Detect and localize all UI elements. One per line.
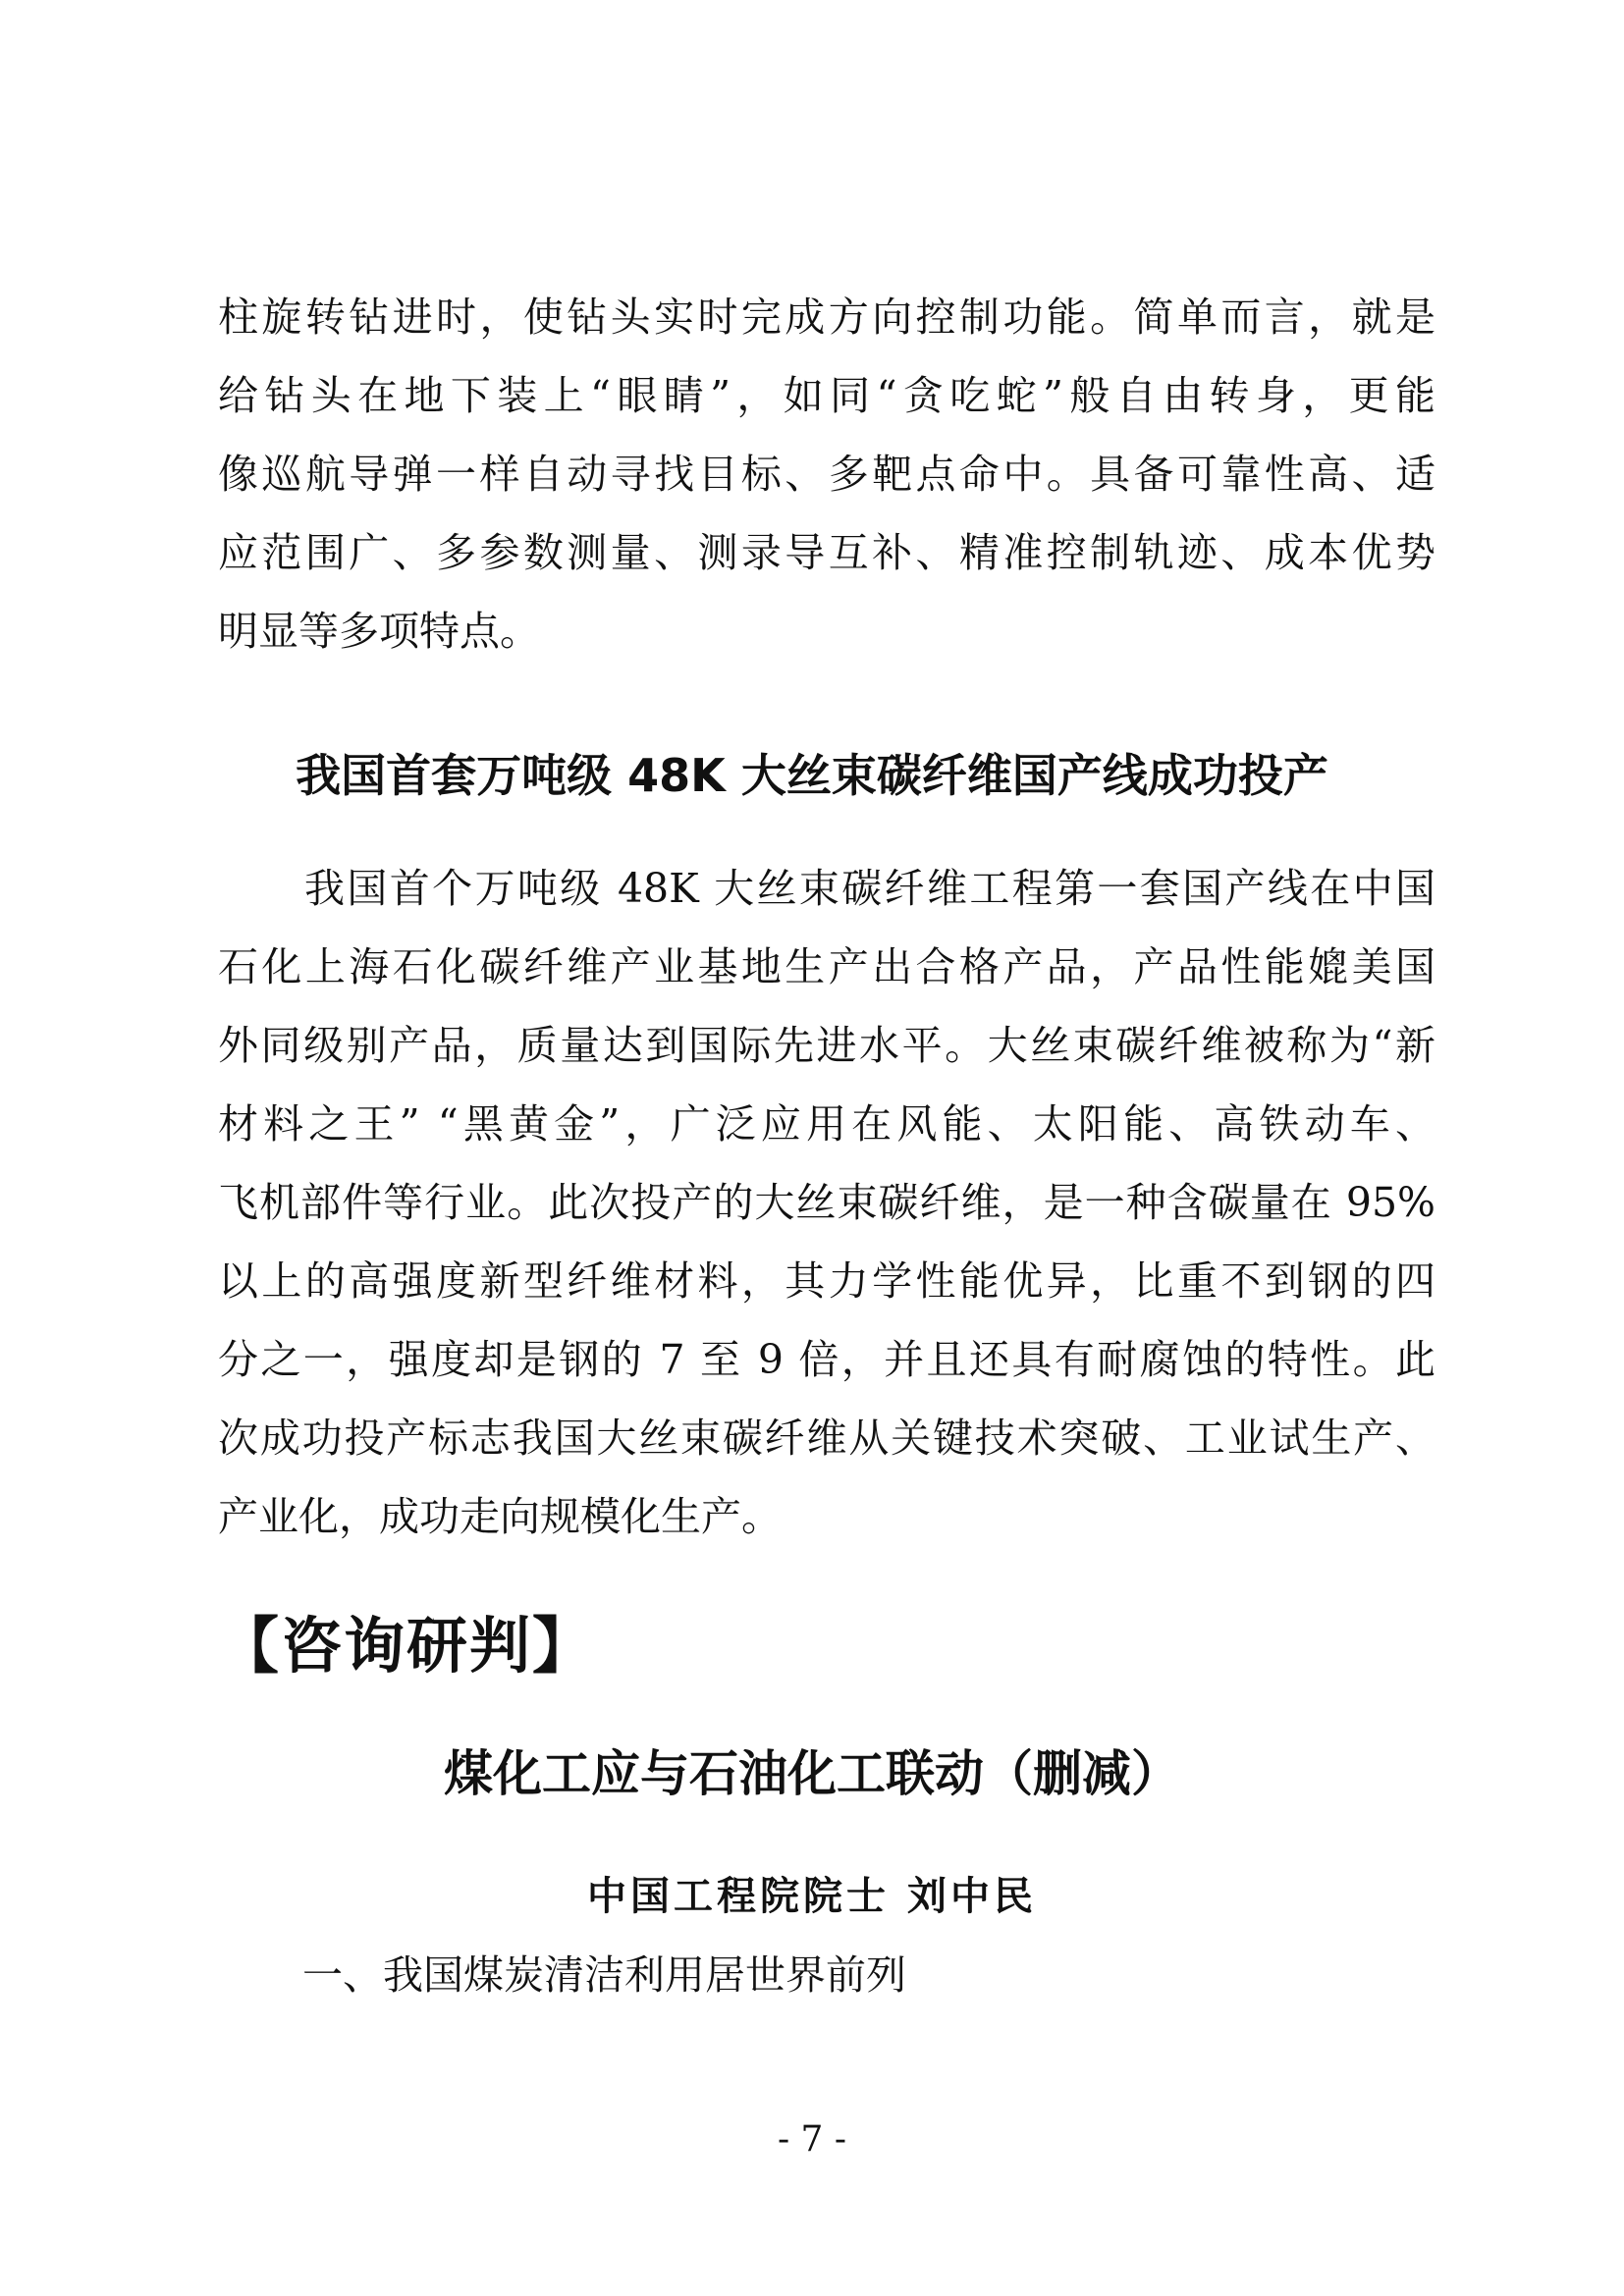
paragraph-line: 给钻头在地下装上“眼睛”，如同“贪吃蛇”般自由转身，更能 [218, 372, 1435, 419]
paragraph-line: 柱旋转钻进时，使钻头实时完成方向控制功能。简单而言，就是 [218, 294, 1435, 341]
report-author: 中国工程院院士 刘中民 [587, 1873, 1037, 1919]
article-title: 我国首套万吨级 48K 大丝束碳纤维国产线成功投产 [296, 749, 1328, 802]
paragraph-line: 产业化，成功走向规模化生产。 [218, 1493, 782, 1540]
paragraph-line: 飞机部件等行业。此次投产的大丝束碳纤维，是一种含碳量在 95% [218, 1179, 1435, 1226]
paragraph-line: 分之一，强度却是钢的 7 至 9 倍，并且还具有耐腐蚀的特性。此 [218, 1336, 1435, 1383]
paragraph-line: 材料之王” “黑黄金”，广泛应用在风能、太阳能、高铁动车、 [218, 1100, 1435, 1148]
paragraph-line: 石化上海石化碳纤维产业基地生产出合格产品，产品性能媲美国 [218, 943, 1435, 990]
section-header: 【咨询研判】 [218, 1610, 596, 1682]
paragraph-line: 外同级别产品，质量达到国际先进水平。大丝束碳纤维被称为“新 [218, 1022, 1435, 1069]
paragraph-line: 以上的高强度新型纤维材料，其力学性能优异，比重不到钢的四 [218, 1257, 1435, 1305]
report-title: 煤化工应与石油化工联动（删减） [444, 1745, 1180, 1802]
subsection-heading: 一、我国煤炭清洁利用居世界前列 [302, 1951, 906, 1999]
paragraph-line: 应范围广、多参数测量、测录导互补、精准控制轨迹、成本优势 [218, 529, 1435, 576]
paragraph-line: 像巡航导弹一样自动寻找目标、多靶点命中。具备可靠性高、适 [218, 451, 1435, 498]
paragraph-line: 我国首个万吨级 48K 大丝束碳纤维工程第一套国产线在中国 [304, 865, 1435, 912]
paragraph-line: 次成功投产标志我国大丝束碳纤维从关键技术突破、工业试生产、 [218, 1415, 1435, 1462]
paragraph-line: 明显等多项特点。 [218, 608, 540, 655]
page-number: - 7 - [777, 2119, 847, 2160]
